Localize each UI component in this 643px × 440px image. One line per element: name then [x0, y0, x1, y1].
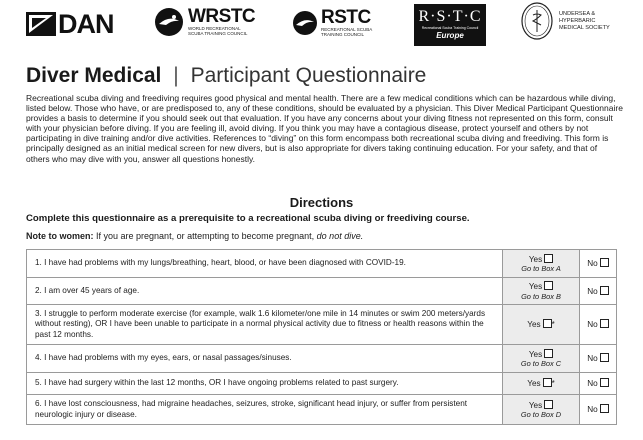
intro-paragraph: Recreational scuba diving and freediving requires good physical and mental health. There are a few medical conditions which can be hazardous while diving, listed below. Those who have, or are predisposed to, any of these conditions, should be evaluated by a physician. This Diver Medical Participant Questionnaire provides a basis to determine if you should seek out that evaluation. If you have any concerns about your diving fitness not represented on this form, consult with your physician before diving. If you are feeling ill, avoid diving. If you think you may have a contagious disease, protect yourself and others by not participating in dive training and/or dive activities. References to “diving” on this form encompass both recreational scuba diving and freediving. This form is principally designed as an initial medical screen for new divers, but is also appropriate for divers taking continuing education. For your safety, and that of others who may dive with you, answer all questions honestly.	[26, 93, 623, 164]
rstc-europe-name: R·S·T·C	[418, 8, 482, 25]
no-label: No	[587, 320, 598, 330]
rstc-logo-sub2: TRAINING COUNCIL	[321, 32, 365, 37]
wrstc-logo	[154, 7, 255, 37]
no-cell	[580, 395, 617, 425]
yes-label: Yes	[527, 320, 541, 330]
rstc-europe-logo	[414, 4, 486, 46]
no-checkbox[interactable]	[600, 404, 609, 413]
note-emphasis: do not dive.	[316, 231, 364, 241]
yes-checkbox[interactable]	[544, 254, 553, 263]
rstc-logo-sub1: RECREATIONAL SCUBA	[321, 27, 373, 32]
yes-label: Yes	[528, 349, 543, 359]
no-checkbox[interactable]	[600, 319, 609, 328]
question-text: 3. I struggle to perform moderate exercise (for example, walk 1.6 kilometer/one mile in 14 minutes or swim 200 meters/yards without resting), OR I have been unable to participate in a normal physical activity due to fitness or health reasons within the past 12 months.	[27, 305, 503, 345]
yes-label: Yes	[528, 254, 543, 264]
no-label: No	[587, 286, 598, 296]
goto-label: Go to Box B	[521, 291, 561, 301]
no-checkbox[interactable]	[600, 378, 609, 387]
yes-checkbox[interactable]	[544, 281, 553, 290]
title-separator: |	[173, 64, 179, 87]
dan-logo	[26, 9, 114, 39]
wrstc-logo-name: WRSTC	[188, 6, 256, 27]
diver-icon	[292, 10, 318, 36]
wrstc-logo-sub1: WORLD RECREATIONAL	[188, 26, 241, 31]
title-bold: Diver Medical	[26, 64, 162, 87]
table-row	[27, 395, 617, 425]
note-text: If you are pregnant, or attempting to become pregnant,	[96, 231, 315, 241]
yes-cell	[503, 395, 580, 425]
no-checkbox[interactable]	[600, 258, 609, 267]
uhms-logo	[520, 1, 610, 41]
uhms-seal-icon	[520, 1, 554, 41]
asterisk-marker: *	[551, 320, 555, 330]
yes-checkbox[interactable]	[544, 400, 553, 409]
no-cell	[580, 345, 617, 373]
uhms-line1: UNDERSEA &	[559, 10, 596, 17]
yes-cell	[503, 278, 580, 305]
no-label: No	[587, 259, 598, 269]
goto-label: Go to Box D	[520, 410, 562, 419]
no-label: No	[587, 405, 598, 415]
question-text: 2. I am over 45 years of age.	[27, 278, 503, 305]
question-text: 1. I have had problems with my lungs/breathing, heart, blood, or have been diagnosed with COVID-19.	[27, 250, 503, 278]
no-cell	[580, 250, 617, 278]
no-checkbox[interactable]	[600, 353, 609, 362]
yes-checkbox[interactable]	[543, 378, 552, 387]
note-to-women	[26, 230, 363, 242]
yes-checkbox[interactable]	[544, 349, 553, 358]
complete-instruction: Complete this questionnaire as a prerequisite to a recreational scuba diving or freediving course.	[26, 213, 470, 224]
question-text: 5. I have had surgery within the last 12 months, OR I have ongoing problems related to past surgery.	[27, 373, 503, 395]
goto-label: Go to Box A	[521, 264, 561, 273]
rstc-europe-sub: Recreational Scuba Training Council	[421, 26, 479, 30]
table-row	[27, 250, 617, 278]
note-label: Note to women:	[26, 231, 94, 241]
yes-cell	[503, 250, 580, 278]
rstc-europe-region: Europe	[436, 31, 464, 40]
yes-cell	[503, 345, 580, 373]
no-cell	[580, 373, 617, 395]
uhms-line3: MEDICAL SOCIETY	[559, 24, 610, 31]
question-text: 6. I have lost consciousness, had migraine headaches, seizures, stroke, significant head injury, or suffer from persistent neurologic injury or disease.	[27, 395, 503, 425]
yes-label: Yes	[527, 379, 541, 389]
no-cell	[580, 278, 617, 305]
goto-label: Go to Box C	[520, 359, 562, 368]
asterisk-marker: *	[551, 379, 555, 389]
wrstc-logo-sub2: SCUBA TRAINING COUNCIL	[188, 31, 248, 36]
question-text: 4. I have had problems with my eyes, ears, or nasal passages/sinuses.	[27, 345, 503, 373]
no-label: No	[587, 354, 598, 364]
logo-bar	[0, 0, 643, 56]
title-light: Participant Questionnaire	[190, 64, 427, 87]
dan-logo-text: DAN	[58, 9, 114, 39]
yes-label: Yes	[528, 282, 543, 291]
dan-triangle-icon	[26, 12, 56, 36]
globe-diver-icon	[154, 7, 184, 37]
rstc-logo-name: RSTC	[321, 7, 371, 28]
table-row	[27, 345, 617, 373]
directions-heading: Directions	[289, 195, 354, 210]
table-row	[27, 305, 617, 345]
yes-label: Yes	[528, 400, 543, 410]
table-row	[27, 373, 617, 395]
yes-cell	[503, 305, 580, 345]
uhms-line2: HYPERBARIC	[559, 17, 596, 24]
questionnaire-table	[26, 249, 617, 425]
rstc-logo	[292, 9, 372, 37]
table-row	[27, 278, 617, 305]
no-checkbox[interactable]	[600, 286, 609, 295]
no-cell	[580, 305, 617, 345]
yes-checkbox[interactable]	[543, 319, 552, 328]
page-title	[26, 64, 426, 88]
yes-cell	[503, 373, 580, 395]
no-label: No	[587, 379, 598, 389]
